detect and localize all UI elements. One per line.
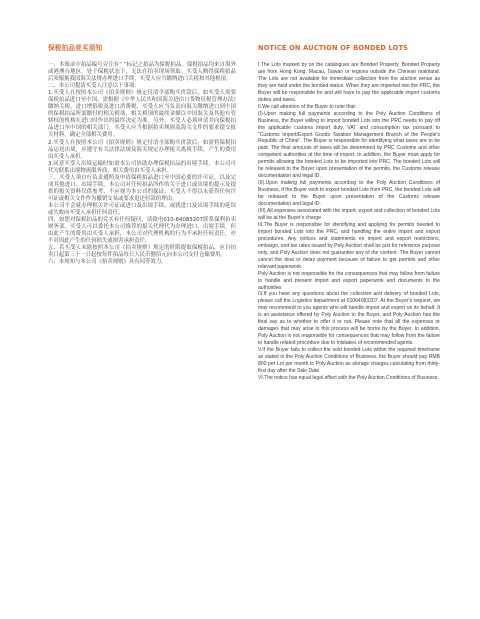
chinese-notice-paragraph: 一、本图录中拍品编号旁注有“ ”标记之拍品为保税拍品。保税拍品均来自海外或港澳台地区，处于保税状态下，无法在拍卖现场领取。买受人购得保税拍品后须根据我国海关法规办理进口手续，买受人应当缴纳进口关税和其他税项。 <box>48 62 236 83</box>
english-notice-paragraph: Poly Auction is not responsible for the consequences that may follow from failure to handle and present import and export paperwork and documents to the authorities. <box>258 270 440 291</box>
chinese-notice-paragraph: 六、本须知与本公司《拍卖规则》具有同等效力。 <box>48 259 167 266</box>
chinese-notice-title: 保税拍品竞买须知 <box>48 44 103 52</box>
english-notice-paragraph: V.If the Buyer fails to collect the sold bonded Lots within the required timeframe as stated in the Poly Auction Conditions of Business, the Buyer should pay RMB 800 per Lot per month to Poly Auction as storage charges calculating from thirty-first day after the Sale Date. <box>258 347 440 374</box>
english-notice-title: NOTICE ON AUCTION OF BONDED LOTS <box>258 44 409 52</box>
chinese-notice-paragraph: 3.同意买受人出境运输时如需本公司协助办理保税拍品的出境手续，本公司可代为联系出境物流服务商，相关费用由买受人承担。 <box>48 160 236 174</box>
chinese-notice-paragraph: 本公司不会就办理相关许可证或进口及出境手续，或就进口及出境手续的延误或失败向买受人承担任何责任。 <box>48 202 236 216</box>
english-notice-body <box>258 62 440 382</box>
chinese-notice-body <box>48 62 236 266</box>
english-notice-column <box>258 44 440 382</box>
english-notice-paragraph: III.The Buyer is responsible for identifying and applying for permits needed to import bonded Lots into the PRC, and handling the entire import and export procedures. Any notices and statements on import and export restrictions, embargo, and tax rates issued by Poly Auction shall be just for reference purpose only, and Poly Auction does not guarantee any of the content. The Buyer cannot cancel the deal or delay payment because of failure to get permits and other relevant paperwork. <box>258 221 440 270</box>
chinese-notice-paragraph: 四、如您对保税拍品的竞买有任何疑问，请致电010-64083207联系保利拍卖财务部。买受人可以委托本公司推荐的报关代理代为办理进口、出境手续，但由此产生的费用由买受人承担，本公司对代理机构的行为不承担任何责任，亦不对因此产生的任何损失或损害承担责任。 <box>48 217 236 245</box>
chinese-notice-paragraph: 五、若买受人未能按照本公司《拍卖规则》规定的时限提取保税拍品，应自拍卖日起第三十一日起按每件拍品每日人民币捌佰元向本公司支付仓储费用。 <box>48 245 236 259</box>
english-notice-paragraph: IV.If you have any questions about the collection and delivery of bonded Lots, please call the Logistics department at 01064083207. At the Buyer's request, we may recommend to you agents who will handle import and export on its behalf. It is an assistance offered by Poly Auction to the Buyer, and Poly Auction has the final say as to whether to offer it or not. Please note that all the expenses or damages that may arise in this process will be borne by the Buyer. In addition, Poly Auction is not responsible for consequences that may follow from the failure to handle related procedure due to mistakes of recommended agents. <box>258 291 440 347</box>
english-notice-paragraph: (II).Upon making full payments according to the Poly Auction Conditions of Business, if the Buyer wish to export bonded Lots from PRC, the bonded Lots will be released to the Buyer upon presentation of the Customs release documentation and legal ID. <box>258 180 440 208</box>
english-notice-paragraph: I.The Lots marked by on the catalogues are Bonded Property. Bonded Property are from Hong Kong, Macau, Taiwan or regions outside the Chinese mainland. The Lots are not available for immediate collection from the auction venue as they are held under the bonded status. When they are imported into the PRC, the Buyer will be responsible for and will have to pay the applicable import customs duties and taxes. <box>258 62 440 103</box>
chinese-notice-paragraph: 二、本公司提请买受人注意以下事项： <box>48 83 140 90</box>
english-notice-paragraph: (III).All expenses associated with the import, export and collection of bonded Lots will be at the Buyer's charge. <box>258 208 440 221</box>
english-notice-paragraph: (I).Upon making full payments according to the Poly Auction Conditions of Business, the Buyer willing to import bonded Lots into the PRC needs to pay off the applicable customs import duty, VAT and consumption tax pursuant to "Customs Import/Export Goods Taxation Management Branch of the People's Republic of China". The Buyer is responsible for identifying what taxes are to be paid. The final amounts of taxes will be determined by PRC Customs and other competent authorities at the time of import. In addition, the Buyer must apply for permits allowing the bonded Lots to be imported into PRC. The bonded Lots will be released to the Buyer upon presentation of the permits, the Customs release documentation and legal ID. <box>258 110 440 180</box>
chinese-notice-paragraph: 2.买受人在按照本公司《拍卖规则》规定付清全部购买价款后，如需将保税拍品运送出境，应遵守有关法律法规及海关规定办理报关离境手续，产生的费用由买受人承担。 <box>48 139 236 160</box>
chinese-notice-paragraph: 1.买受人在按照本公司《拍卖规则》规定付清全部购买价款后，如买受人需要保税拍品进口至中国，需根据《中华人民共和国海关进出口货物征税管理办法》缴纳关税、进口增值税及进口消费税，买受人应当负责向海关缴纳进口到中国的保税拍品所需缴付的相关税项，相关税项的最终金额以中国海关及其他有管辖权的机构在进口时作出的最终决定为准。另外，买受人必须申请并向保税拍品进口至中国的相关部门，买受人应当根据拍卖规则及海关文件的要求提交报关材料，确定全部相关费用。 <box>48 90 236 139</box>
chinese-notice-paragraph: 三、买受人须自行负责遵照及申请保税拍品进口至中国必要的许可证，以及完成其他进口、出境手续。本公司对任何拍品所作的关于进口或出境的提示及提供的报关资料仅供参考，不应视为本公司的保证。买受人不得以未获得任何许可证或相关文件作为撤销交易或要求退还付款的理由。 <box>48 174 236 202</box>
english-notice-paragraph: VI.The notice has equal legal effect with the Poly Auction Conditions of Business. <box>258 374 439 381</box>
chinese-notice-column <box>48 44 236 266</box>
english-notice-paragraph: II.We call attention of the Buyer to note that: <box>258 103 357 110</box>
